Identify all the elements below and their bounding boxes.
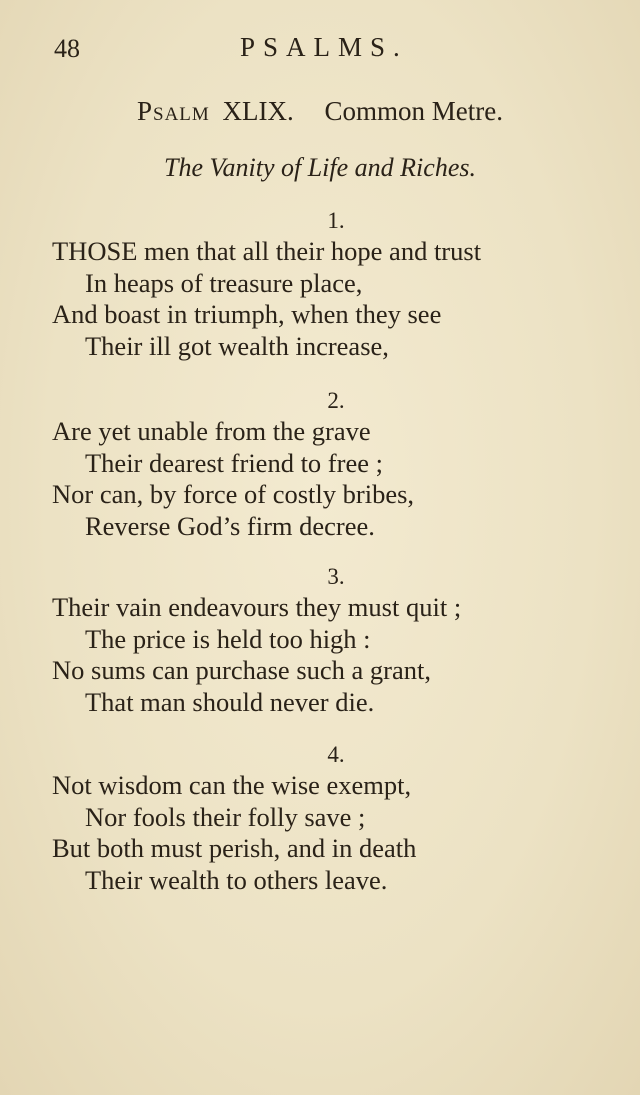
- psalm-title: [0, 96, 640, 127]
- verse-line: Are yet unable from the grave: [52, 416, 371, 446]
- verse-line: That man should never die.: [85, 686, 375, 717]
- verse-line: In heaps of treasure place,: [85, 267, 363, 298]
- verse-line: And boast in triumph, when they see: [52, 299, 442, 329]
- verse-line: THOSE men that all their hope and trust: [52, 236, 482, 266]
- verse-line: Nor fools their folly save ;: [85, 801, 366, 832]
- stanza-3: [52, 562, 632, 718]
- verse-line: But both must perish, and in death: [52, 833, 417, 863]
- verse-line: Their wealth to others leave.: [85, 864, 388, 895]
- running-head: PSALMS.: [240, 32, 408, 62]
- psalm-metre: Common Metre.: [324, 96, 504, 126]
- verse-line: Their dearest friend to free ;: [85, 447, 383, 478]
- psalm-subtitle: The Vanity of Life and Riches.: [164, 153, 476, 182]
- verse-line: Nor can, by force of costly bribes,: [52, 479, 415, 509]
- page-number: 48: [54, 34, 80, 63]
- verse-line: The price is held too high :: [85, 623, 371, 654]
- verse-line: No sums can purchase such a grant,: [52, 655, 431, 685]
- stanza-4: [52, 740, 632, 896]
- stanza-2: [52, 386, 632, 542]
- verse-line: Their vain endeavours they must quit ;: [52, 592, 462, 622]
- psalm-number: XLIX.: [222, 96, 294, 126]
- stanza-number: 1.: [327, 208, 345, 233]
- stanza-number: 4.: [327, 742, 345, 767]
- psalm-label: Psalm: [136, 96, 210, 126]
- page-header: [0, 30, 640, 74]
- stanza-1: [52, 206, 632, 362]
- verse-line: Reverse God’s firm decree.: [85, 510, 375, 541]
- verse-line: Not wisdom can the wise exempt,: [52, 770, 412, 800]
- stanza-number: 3.: [327, 564, 345, 589]
- verse-line: Their ill got wealth increase,: [85, 330, 389, 361]
- stanza-number: 2.: [327, 388, 345, 413]
